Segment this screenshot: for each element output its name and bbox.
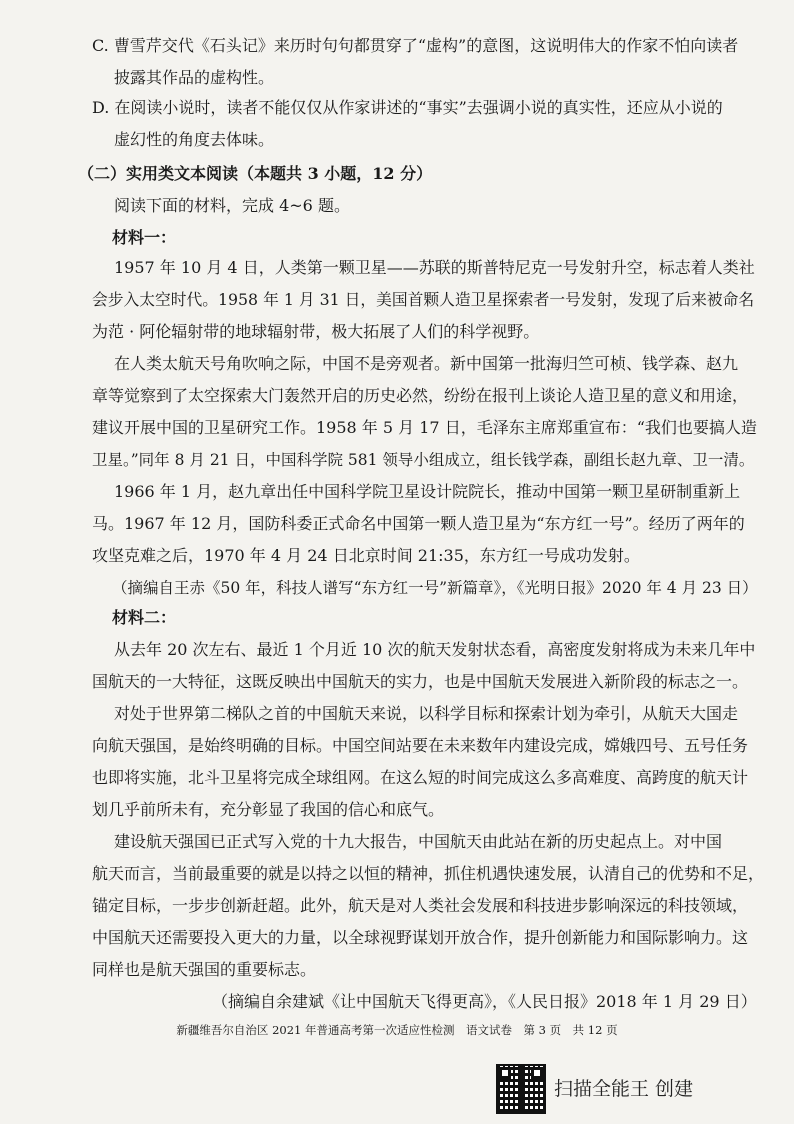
m1-p2-line4: 卫星。”同年 8 月 21 日，中国科学院 581 领导小组成立，组长钱学森，副组长赵九章、卫一清。: [92, 451, 755, 469]
section-heading: （二）实用类文本阅读（本题共 3 小题，12 分）: [78, 164, 433, 183]
material-two-label: 材料二：: [112, 608, 177, 627]
m2-p2-line4: 划几乎前所未有，充分彰显了我国的信心和底气。: [92, 800, 445, 819]
m2-p3-line4: 中国航天还需要投入更大的力量，以全球视野谋划开放合作，提升创新能力和国际影响力。这: [92, 928, 749, 947]
m2-p1-line1: 从去年 20 次左右、最近 1 个月近 10 次的航天发射状态看，高密度发射将成为未来几年中: [114, 640, 756, 659]
m1-p1-line1: 1957 年 10 月 4 日，人类第一颗卫星——苏联的斯普特尼克一号发射升空，标志着人类社: [114, 258, 755, 277]
m1-p3-line2: 马。1967 年 12 月，国防科委正式命名中国第一颗人造卫星为“东方红一号”。经历了两年的: [92, 514, 745, 533]
material-one-label: 材料一：: [112, 228, 177, 247]
m1-p3-line3: 攻坚克难之后，1970 年 4 月 24 日北京时间 21:35，东方红一号成功发射。: [92, 546, 640, 565]
option-c-line2: 披露其作品的虚构性。: [114, 68, 275, 87]
m2-p3-line2: 航天而言，当前最重要的就是以持之以恒的精神，抓住机遇快速发展，认清自己的优势和不足，: [92, 864, 765, 883]
m1-p2-line2: 章等觉察到了太空探索大门轰然开启的历史必然，纷纷在报刊上谈论人造卫星的意义和用途，: [92, 386, 749, 405]
m2-p3-line5: 同样也是航天强国的重要标志。: [92, 960, 317, 979]
m2-p2-line2: 向航天强国，是始终明确的目标。中国空间站要在未来数年内建设完成，嫦娥四号、五号任务: [92, 736, 749, 755]
m1-p1-line3: 为范 · 阿伦辐射带的地球辐射带，极大拓展了人们的科学视野。: [92, 322, 540, 341]
scanner-watermark: 扫描全能王 创建: [554, 1078, 694, 1100]
m1-p2-line3: 建议开展中国的卫星研究工作。1958 年 5 月 17 日，毛泽东主席郑重宣布：“我们也要搞人造: [92, 418, 757, 437]
m1-source: （摘编自王赤《50 年，科技人谱写“东方红一号”新篇章》，《光明日报》2020 年 4 月 23 日）: [112, 579, 758, 597]
m2-p2-line1: 对处于世界第二梯队之首的中国航天来说，以科学目标和探索计划为牵引，从航天大国走: [114, 704, 739, 723]
option-d-line2: 虚幻性的角度去体味。: [114, 130, 275, 149]
m2-source: （摘编自余建斌《让中国航天飞得更高》，《人民日报》2018 年 1 月 29 日）: [212, 992, 757, 1011]
option-d-line1: D. 在阅读小说时，读者不能仅仅从作家讲述的“事实”去强调小说的真实性，还应从小说的: [92, 98, 723, 117]
instruction: 阅读下面的材料，完成 4~6 题。: [114, 196, 350, 215]
m1-p3-line1: 1966 年 1 月，赵九章出任中国科学院卫星设计院院长，推动中国第一颗卫星研制重新上: [114, 482, 741, 501]
qr-code-icon: [496, 1064, 546, 1114]
m2-p1-line2: 国航天的一大特征，这既反映出中国航天的实力，也是中国航天发展进入新阶段的标志之一。: [92, 672, 749, 691]
m1-p1-line2: 会步入太空时代。1958 年 1 月 31 日，美国首颗人造卫星探索者一号发射，发现了后来被命名: [92, 290, 755, 309]
option-c-line1: C. 曹雪芹交代《石头记》来历时句句都贯穿了“虚构”的意图，这说明伟大的作家不怕向读者: [92, 36, 739, 55]
m2-p2-line3: 也即将实施，北斗卫星将完成全球组网。在这么短的时间完成这么多高难度、高跨度的航天计: [92, 768, 749, 787]
m1-p2-line1: 在人类太航天号角吹响之际，中国不是旁观者。新中国第一批海归竺可桢、钱学森、赵九: [114, 354, 739, 373]
page-footer: 新疆维吾尔自治区 2021 年普通高考第一次适应性检测 语文试卷 第 3 页 共 12 页: [176, 1023, 618, 1037]
m2-p3-line3: 锚定目标，一步步创新赶超。此外，航天是对人类社会发展和科技进步影响深远的科技领域，: [92, 896, 749, 915]
m2-p3-line1: 建设航天强国已正式写入党的十九大报告，中国航天由此站在新的历史起点上。对中国: [114, 832, 723, 851]
